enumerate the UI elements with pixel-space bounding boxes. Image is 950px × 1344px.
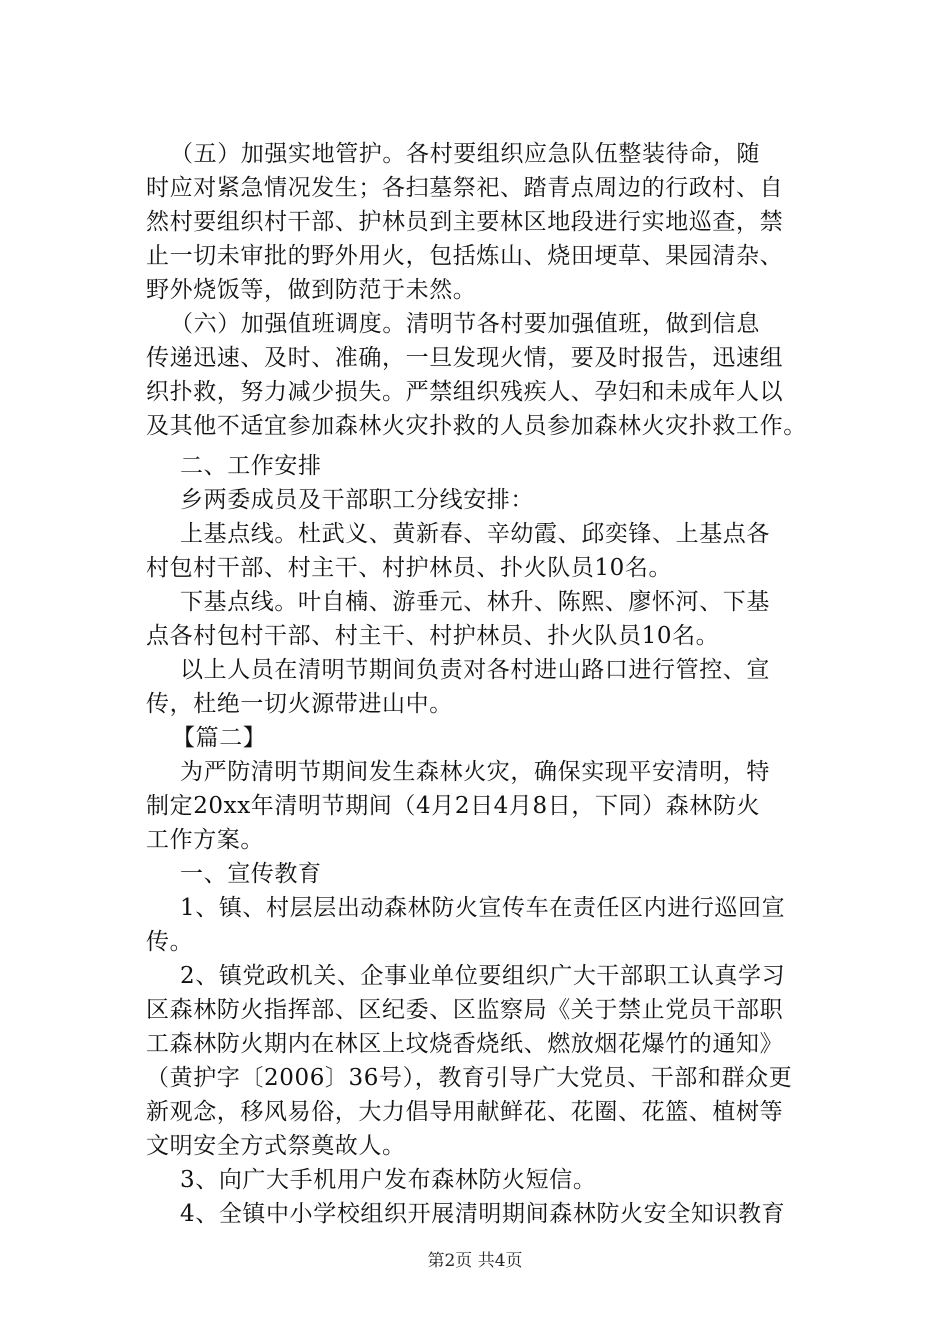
item-2-line-4: （黄护字〔2006〕36号），教育引导广大党员、干部和群众更: [146, 1065, 793, 1091]
intro-line-3: 工作方案。: [146, 827, 264, 853]
item-3: 3、向广大手机用户发布森林防火短信。: [180, 1167, 597, 1193]
intro-line-1: 为严防清明节期间发生森林火灾，确保实现平安清明，特: [180, 759, 770, 785]
page-footer: 第2页 共4页: [427, 1251, 523, 1271]
upper-route-line-1: 上基点线。杜武义、黄新春、辛幼霞、邱奕锋、上基点各: [180, 521, 770, 547]
item-2-line-2: 区森林防火指挥部、区纪委、区监察局《关于禁止党员干部职: [146, 997, 784, 1023]
item-2-line-6: 文明安全方式祭奠故人。: [146, 1133, 406, 1159]
responsibility-line-2: 传，杜绝一切火源带进山中。: [146, 691, 453, 717]
item-2-line-5: 新观念，移风易俗，大力倡导用献鲜花、花圈、花篮、植树等: [146, 1099, 784, 1125]
paragraph-5-line-1: （五）加强实地管护。各村要组织应急队伍整装待命，随: [170, 141, 760, 167]
paragraph-6-line-1: （六）加强值班调度。清明节各村要加强值班，做到信息: [170, 311, 760, 337]
staff-assignment-intro: 乡两委成员及干部职工分线安排：: [180, 487, 534, 513]
item-2-line-1: 2、镇党政机关、企事业单位要组织广大干部职工认真学习: [180, 963, 786, 989]
responsibility-line-1: 以上人员在清明节期间负责对各村进山路口进行管控、宣: [180, 657, 770, 683]
item-4: 4、全镇中小学校组织开展清明期间森林防火安全知识教育: [180, 1201, 786, 1227]
item-2-line-3: 工森林防火期内在林区上坟烧香烧纸、燃放烟花爆竹的通知》: [146, 1031, 784, 1057]
paragraph-5-line-4: 止一切未审批的野外用火，包括炼山、烧田埂草、果园清杂、: [146, 243, 784, 269]
upper-route-line-2: 村包村干部、村主干、村护林员、扑火队员10名。: [146, 555, 673, 581]
paragraph-6-line-4: 及其他不适宜参加森林火灾扑救的人员参加森林火灾扑救工作。: [146, 413, 807, 439]
section-heading-work-arrangement: 二、工作安排: [180, 453, 322, 479]
paragraph-5-line-5: 野外烧饭等，做到防范于未然。: [146, 277, 477, 303]
paragraph-6-line-3: 织扑救，努力减少损失。严禁组织残疾人、孕妇和未成年人以: [146, 379, 784, 405]
item-1-line-1: 1、镇、村层层出动森林防火宣传车在责任区内进行巡回宣: [180, 895, 786, 921]
section-marker-part-two: 【篇二】: [172, 725, 267, 751]
lower-route-line-2: 点各村包村干部、村主干、村护林员、扑火队员10名。: [146, 623, 720, 649]
paragraph-5-line-3: 然村要组织村干部、护林员到主要林区地段进行实地巡查，禁: [146, 209, 784, 235]
paragraph-5-line-2: 时应对紧急情况发生；各扫墓祭祀、踏青点周边的行政村、自: [146, 175, 784, 201]
paragraph-6-line-2: 传递迅速、及时、准确，一旦发现火情，要及时报告，迅速组: [146, 345, 784, 371]
item-1-line-2: 传。: [146, 929, 194, 955]
intro-line-2: 制定20xx年清明节期间（4月2日4月8日，下同）森林防火: [146, 793, 761, 819]
lower-route-line-1: 下基点线。叶自楠、游垂元、林升、陈熙、廖怀河、下基: [180, 589, 770, 615]
section-heading-publicity-education: 一、宣传教育: [180, 861, 322, 887]
